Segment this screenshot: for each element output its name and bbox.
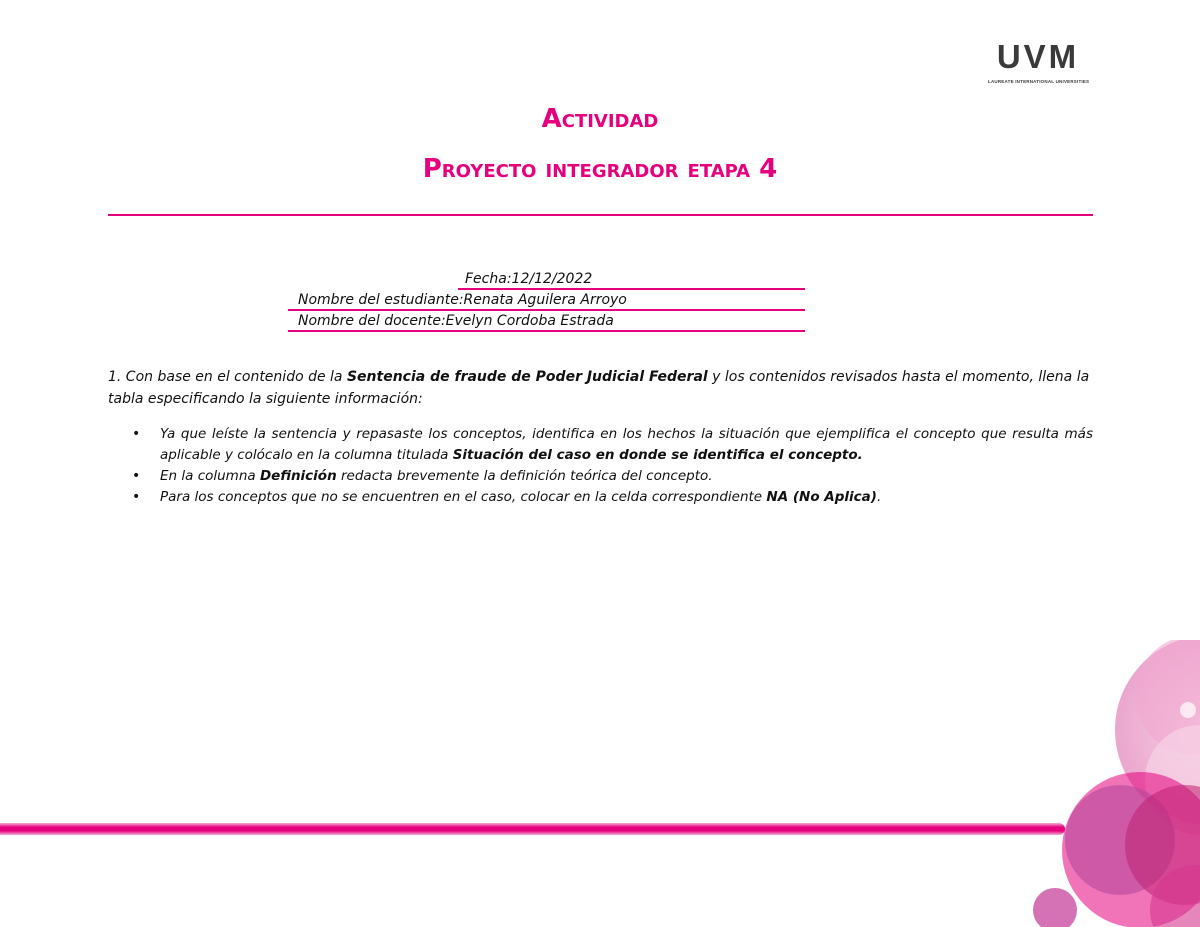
bullet1-text: Ya que leíste la sentencia y repasaste los conceptos, identifica en los hechos la situación que ejemplifica el concepto que resulta más aplicable y colócalo en la columna titulada: [160, 426, 1093, 463]
list-item: [108, 466, 1093, 487]
page-title: Actividad: [541, 104, 659, 134]
decorative-circles: [1010, 640, 1200, 927]
instruction-list: [108, 424, 1093, 508]
student-name-field: Nombre del estudiante:Renata Aguilera Arroyo: [298, 292, 627, 308]
footer-bar: [0, 823, 1065, 835]
intro-text: Con base en el contenido de la: [121, 369, 347, 385]
deco-circle: [1180, 702, 1196, 718]
teacher-underline: [288, 330, 805, 332]
list-item: [108, 487, 1093, 508]
page-subtitle: Proyecto integrador etapa 4: [422, 154, 778, 184]
bullet2-bold: Definición: [259, 468, 337, 484]
date-underline: [458, 288, 805, 290]
instruction-paragraph: [108, 366, 1093, 410]
intro-bold-text: Sentencia de fraude de Poder Judicial Federal: [346, 369, 708, 385]
intro-text-end: y los contenidos revisados hasta el momento, llena la tabla especificando la siguiente información:: [108, 369, 1090, 407]
deco-circle: [1033, 888, 1077, 927]
logo-subtitle: LAUREATE INTERNATIONAL UNIVERSITIES: [988, 79, 1090, 84]
list-item: [108, 424, 1093, 466]
bullet3-text: Para los conceptos que no se encuentren en el caso, colocar en la celda correspondiente: [160, 489, 767, 505]
bullet2-text-end: redacta brevemente la definición teórica del concepto.: [336, 468, 713, 484]
logo-mark: UVM: [996, 38, 1080, 75]
bullet3-bold: NA (No Aplica): [766, 489, 877, 505]
student-underline: [288, 309, 805, 311]
bullet3-text-end: .: [876, 489, 882, 505]
teacher-name-field: Nombre del docente:Evelyn Cordoba Estrada: [298, 313, 614, 329]
instruction-number: 1.: [108, 369, 122, 385]
bullet2-text: En la columna: [160, 468, 260, 484]
uvm-logo: [988, 40, 1088, 90]
date-field: Fecha:12/12/2022: [465, 271, 593, 287]
bullet1-bold: Situación del caso en donde se identifica el concepto.: [452, 447, 863, 463]
header-divider: [108, 214, 1093, 216]
